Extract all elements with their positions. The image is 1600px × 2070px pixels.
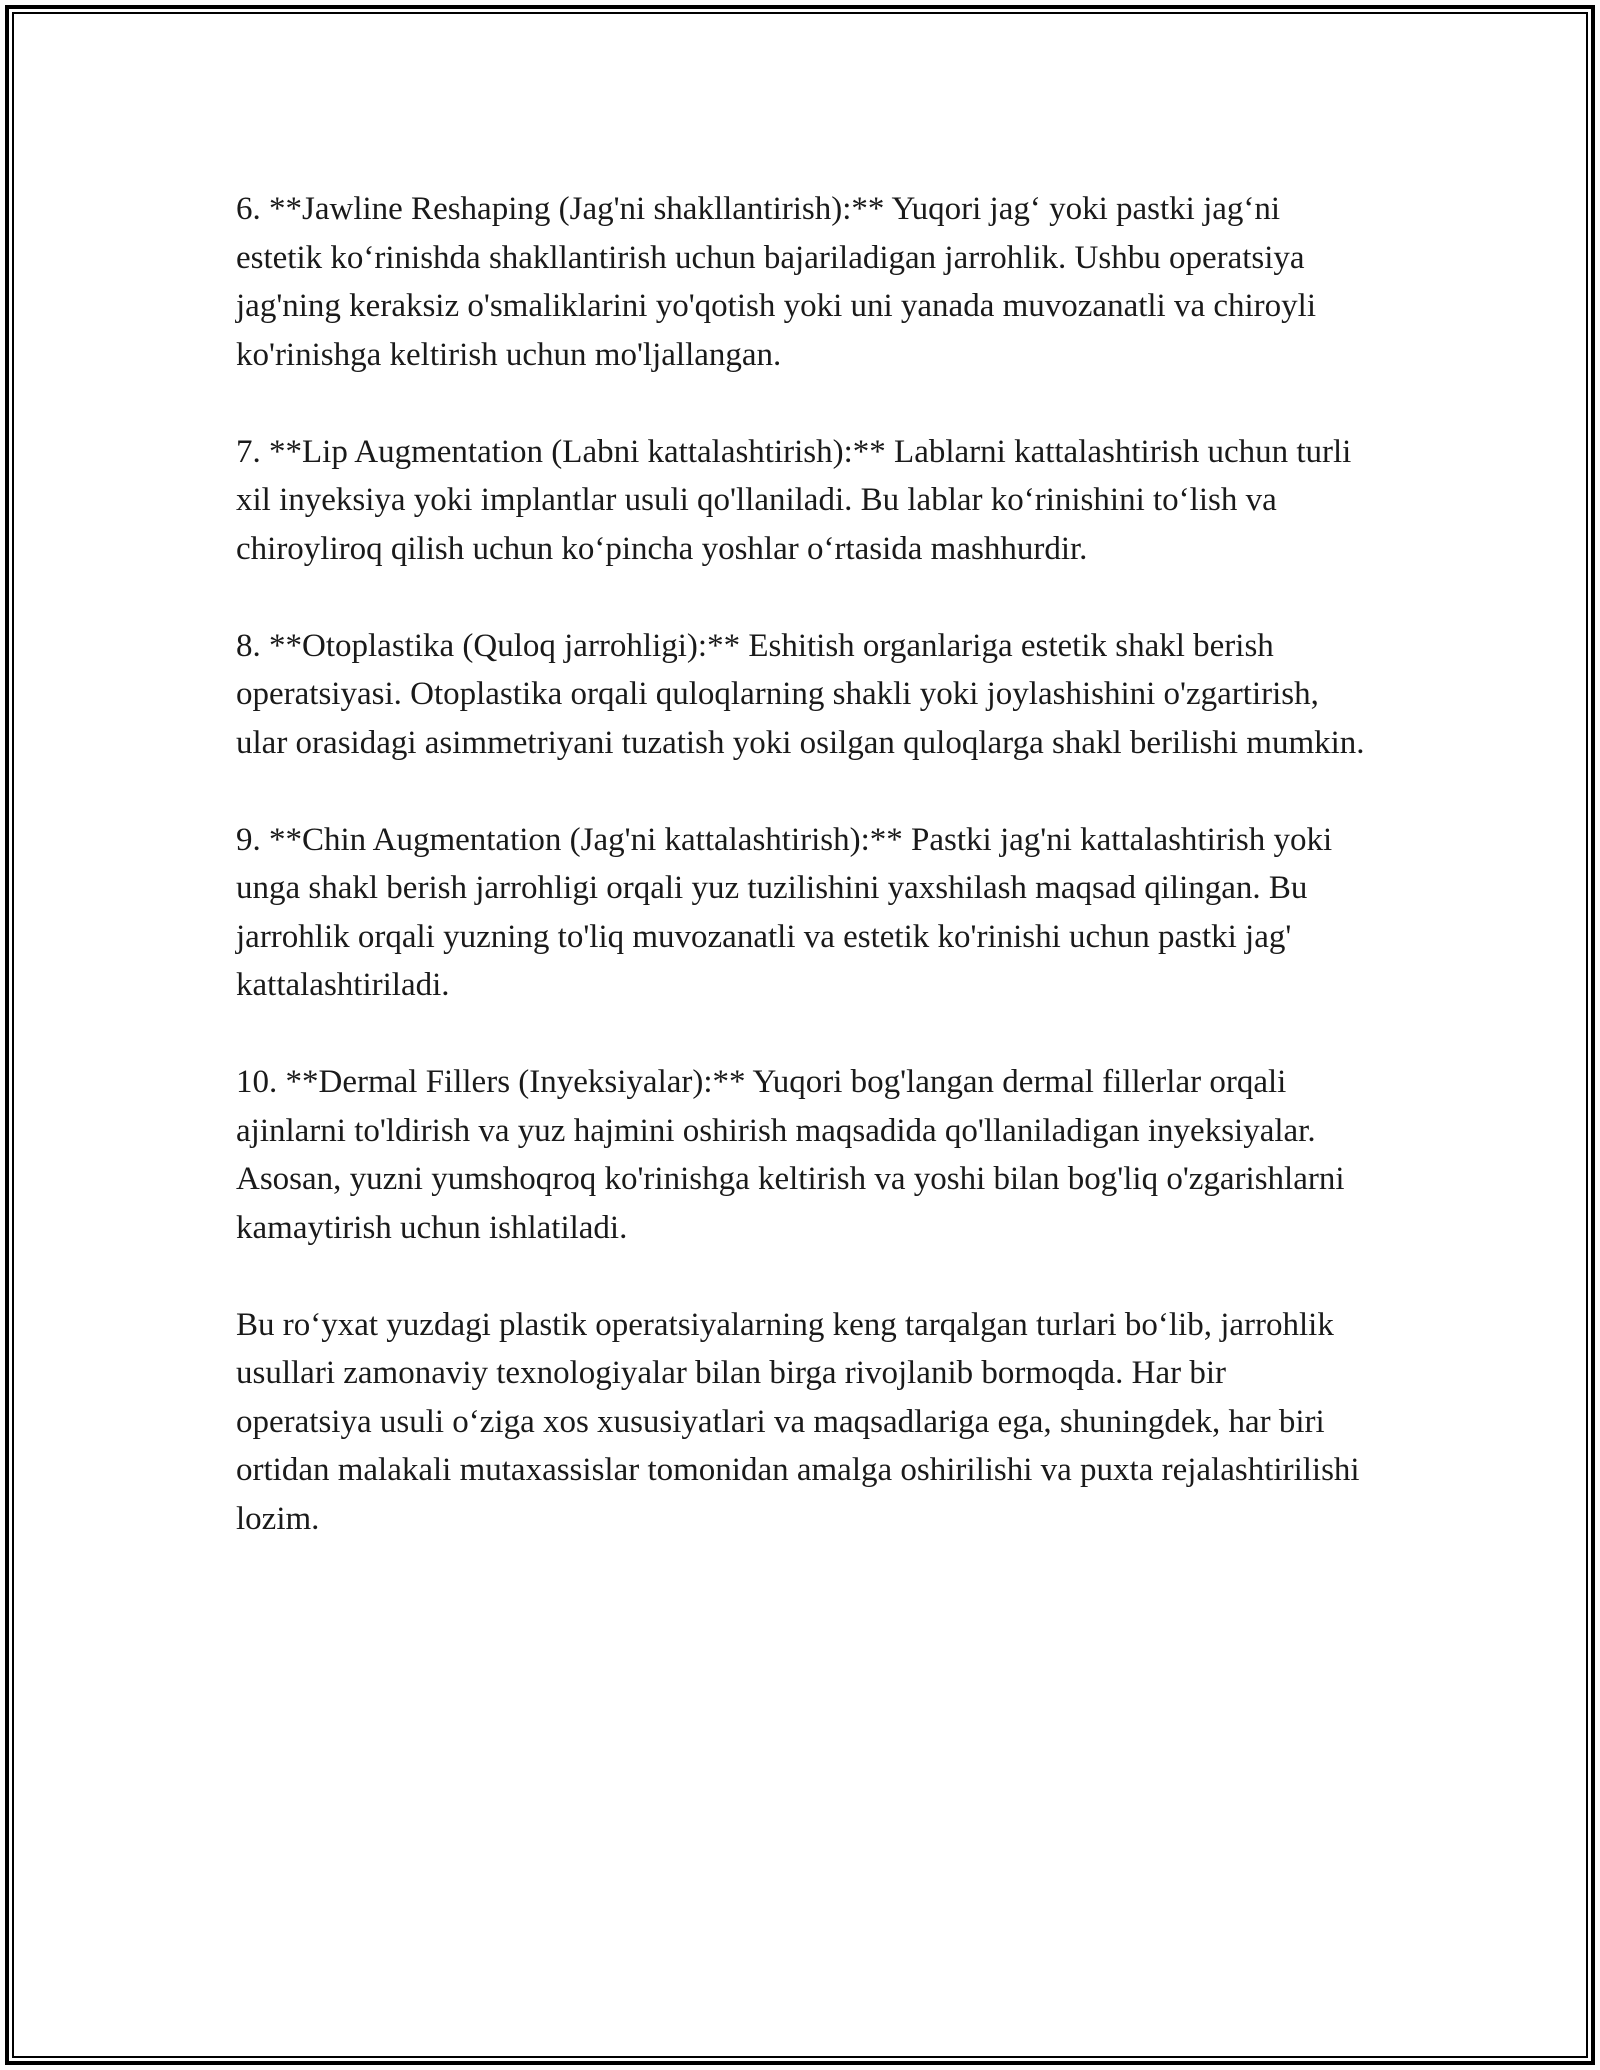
paragraph-dermal-fillers: 10. **Dermal Fillers (Inyeksiyalar):** Yuqori bog'langan dermal fillerlar orqali ajinlarni to'ldirish va yuz hajmini oshirish maqsadida qo'llaniladigan inyeksiyalar. Asosan, yuzni yumshoqroq ko'rinishga keltirish va yoshi bilan bog'liq o'zgarishlarni kamaytirish uchun ishlatiladi.: [236, 1064, 1345, 1246]
paragraph-otoplastika: 8. **Otoplastika (Quloq jarrohligi):** Eshitish organlariga estetik shakl berish operatsiyasi. Otoplastika orqali quloqlarning shakli yoki joylashishini o'zgartirish, ular orasidagi asimmetriyani tuzatish yoki osilgan quloqlarga shakl berilishi mumkin.: [236, 627, 1365, 761]
paragraph-chin-augmentation: 9. **Chin Augmentation (Jag'ni kattalashtirish):** Pastki jag'ni kattalashtirish yoki unga shakl berish jarrohligi orqali yuz tuzilishini yaxshilash maqsad qilingan. Bu jarrohlik orqali yuzning to'liq muvozanatli va estetik ko'rinishi uchun pastki jag' kattalashtiriladi.: [236, 821, 1333, 1003]
document-body: [236, 185, 1366, 1592]
paragraph-jawline-reshaping: 6. **Jawline Reshaping (Jag'ni shakllantirish):** Yuqori jag‘ yoki pastki jag‘ni estetik ko‘rinishda shakllantirish uchun bajariladigan jarrohlik. Ushbu operatsiya jag'ning keraksiz o'smaliklarini yo'qotish yoki uni yanada muvozanatli va chiroyli ko'rinishga keltirish uchun mo'ljallangan.: [236, 191, 1317, 373]
paragraph-lip-augmentation: 7. **Lip Augmentation (Labni kattalashtirish):** Lablarni kattalashtirish uchun turli xil inyeksiya yoki implantlar usuli qo'llaniladi. Bu lablar ko‘rinishini to‘lish va chiroyliroq qilish uchun ko‘pincha yoshlar o‘rtasida mashhurdir.: [236, 433, 1352, 567]
paragraph-conclusion: Bu ro‘yxat yuzdagi plastik operatsiyalarning keng tarqalgan turlari bo‘lib, jarrohlik usullari zamonaviy texnologiyalar bilan birga rivojlanib bormoqda. Har bir operatsiya usuli o‘ziga xos xususiyatlari va maqsadlariga ega, shuningdek, har biri ortidan malakali mutaxassislar tomonidan amalga oshirilishi va puxta rejalashtirilishi lozim.: [236, 1306, 1360, 1537]
